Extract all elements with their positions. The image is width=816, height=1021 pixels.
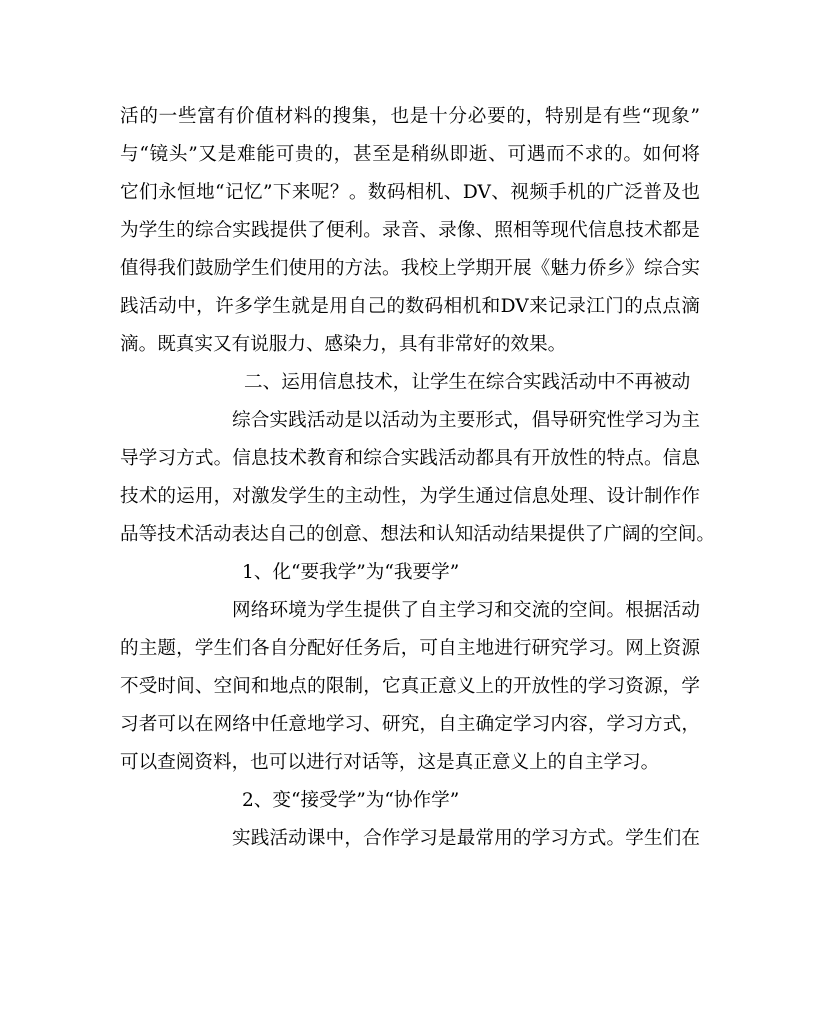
subsection-heading: 2、变“接受学”为“协作学”: [242, 790, 460, 811]
paragraph-line: 技术的运用，对激发学生的主动性，为学生通过信息处理、设计制作作: [120, 486, 700, 507]
paragraph-line: 与“镜头”又是难能可贵的，甚至是稍纵即逝、可遇而不求的。如何将: [120, 144, 700, 165]
paragraph-line: 品等技术活动表达自己的创意、想法和认知活动结果提供了广阔的空间。: [120, 524, 716, 545]
subsection-heading: 1、化“要我学”为“我要学”: [242, 562, 460, 583]
paragraph-line: 不受时间、空间和地点的限制，它真正意义上的开放性的学习资源，学: [120, 676, 700, 697]
paragraph-line: 的主题，学生们各自分配好任务后，可自主地进行研究学习。网上资源: [120, 638, 700, 659]
paragraph-line: 值得我们鼓励学生们使用的方法。我校上学期开展《魅力侨乡》综合实: [120, 258, 700, 279]
paragraph-line: 习者可以在网络中任意地学习、研究，自主确定学习内容，学习方式，: [120, 714, 700, 735]
section-heading: 二、运用信息技术，让学生在综合实践活动中不再被动: [244, 372, 691, 393]
paragraph-line: 践活动中，许多学生就是用自己的数码相机和DV来记录江门的点点滴: [120, 296, 700, 317]
paragraph-line: 网络环境为学生提供了自主学习和交流的空间。根据活动: [232, 600, 700, 621]
paragraph-line: 它们永恒地“记忆”下来呢？。数码相机、DV、视频手机的广泛普及也: [120, 182, 700, 203]
paragraph-line: 为学生的综合实践提供了便利。录音、录像、照相等现代信息技术都是: [120, 220, 700, 241]
paragraph-line: 滴。既真实又有说服力、感染力，具有非常好的效果。: [120, 334, 567, 355]
paragraph-line: 可以查阅资料，也可以进行对话等，这是真正意义上的自主学习。: [120, 752, 660, 773]
paragraph-line: 活的一些富有价值材料的搜集，也是十分必要的，特别是有些“现象”: [120, 106, 700, 127]
paragraph-line: 实践活动课中，合作学习是最常用的学习方式。学生们在: [232, 828, 700, 849]
paragraph-line: 导学习方式。信息技术教育和综合实践活动都具有开放性的特点。信息: [120, 448, 700, 469]
paragraph-line: 综合实践活动是以活动为主要形式，倡导研究性学习为主: [232, 410, 700, 431]
